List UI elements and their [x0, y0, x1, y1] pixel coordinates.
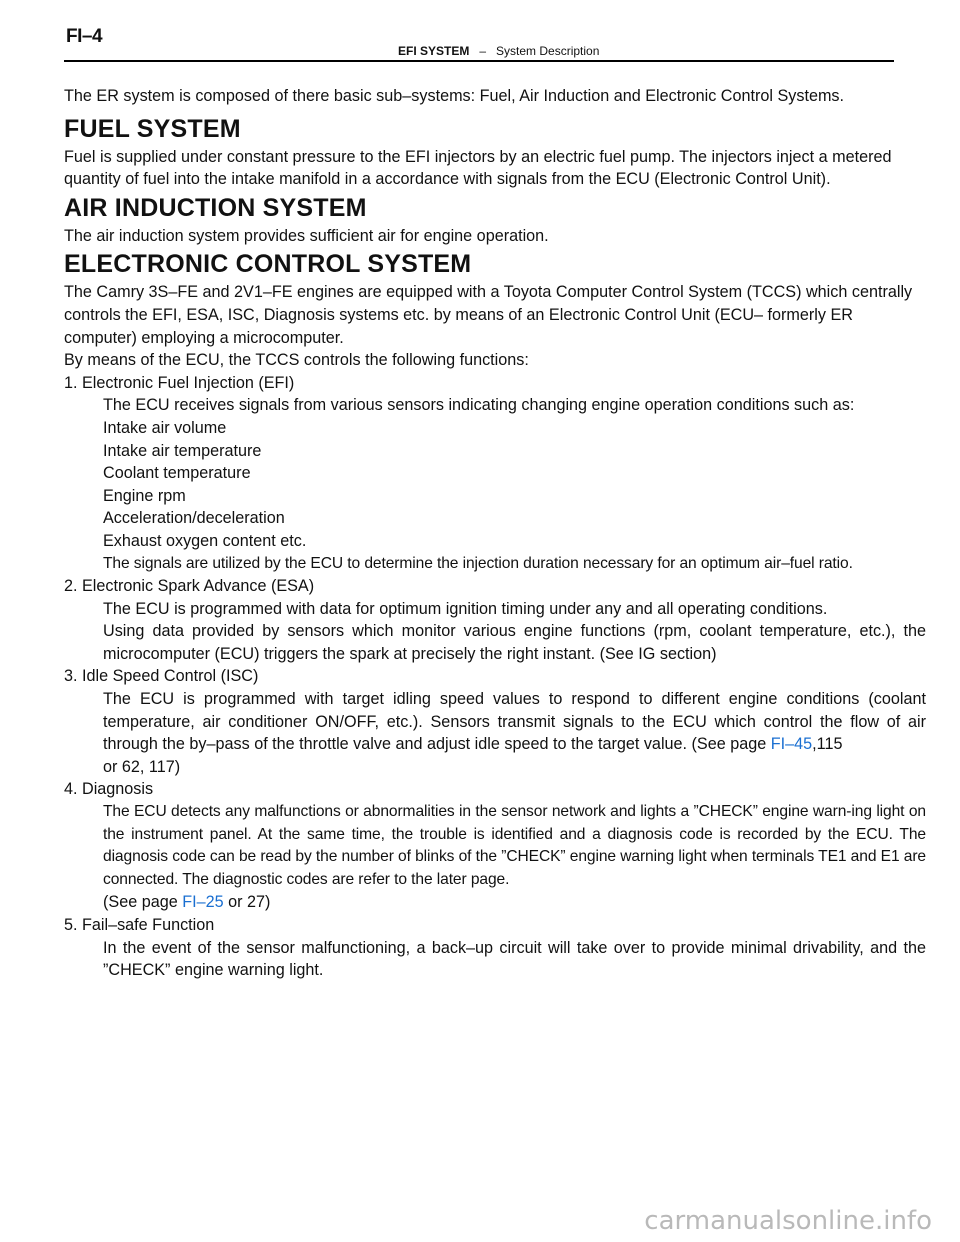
watermark: carmanualsonline.info: [644, 1206, 932, 1236]
header-separator: –: [479, 44, 487, 58]
page-code: FI–4: [66, 26, 103, 47]
see-page-suffix: or 27): [228, 893, 271, 912]
electronic-control-heading: ELECTRONIC CONTROL SYSTEM: [64, 250, 472, 279]
item-efi-closing: The signals are utilized by the ECU to determine the injection duration necessary for an optimum air–fuel ratio.: [103, 554, 853, 572]
fuel-system-body: Fuel is supplied under constant pressure to the EFI injectors by an electric fuel pump. The injectors inject a metered quantity of fuel into the intake manifold in a accordance with signals from the ECU (Electronic Control Unit).: [64, 147, 892, 189]
electronic-control-body: The Camry 3S–FE and 2V1–FE engines are equipped with a Toyota Computer Control System (TCCS) which centrally controls the EFI, ESA, ISC, Diagnosis systems etc. by means of an Electronic Control Unit (ECU– formerly ER computer) employing a microcomputer.: [64, 283, 913, 347]
running-header: [398, 44, 599, 58]
page-content: [64, 85, 926, 982]
item-isc-after-link: ,115: [812, 735, 843, 754]
item-diagnosis-text: The ECU detects any malfunctions or abnormalities in the sensor network and lights a ”CHECK” engine warn-ing light on the instrument panel. At the same time, the trouble is identified and a diagnosis code is recorded by the ECU. The diagnosis code can be read by the number of blinks of the ”CHECK” engine warning light when terminals TE1 and E1 are connected. The diagnostic codes are refer to the later page.: [103, 803, 926, 888]
see-page-prefix: (See page: [103, 893, 178, 912]
subsection-label: System Description: [496, 44, 600, 58]
page-link-fi-25[interactable]: FI–25: [182, 893, 224, 912]
signal-item: Coolant temperature: [103, 464, 251, 483]
item-esa-text1: The ECU is programmed with data for optimum ignition timing under any and all operating conditions.: [103, 599, 828, 618]
page-link-fi-45[interactable]: FI–45: [770, 735, 813, 754]
item-isc-title: 3. Idle Speed Control (ISC): [64, 667, 259, 686]
item-diagnosis-title: 4. Diagnosis: [64, 780, 154, 799]
header-rule: [64, 60, 894, 62]
item-isc-text: [103, 688, 926, 756]
signal-item: Intake air volume: [103, 418, 227, 437]
item-esa: [64, 575, 926, 665]
item-isc: [64, 665, 926, 778]
air-induction-body: The air induction system provides sufficient air for engine operation.: [64, 226, 549, 245]
signal-item: Acceleration/deceleration: [103, 509, 285, 528]
item-efi-text: The ECU receives signals from various sensors indicating changing engine operation conditions such as:: [103, 396, 855, 415]
item-failsafe-text: In the event of the sensor malfunctioning, a back–up circuit will take over to provide minimal drivability, and the ”CHECK” engine warning light.: [103, 938, 926, 980]
fuel-system-heading: FUEL SYSTEM: [64, 114, 241, 143]
item-isc-tail: or 62, 117): [103, 757, 181, 776]
item-esa-title: 2. Electronic Spark Advance (ESA): [64, 577, 315, 596]
signal-item: Exhaust oxygen content etc.: [103, 531, 307, 550]
signal-item: Intake air temperature: [103, 441, 262, 460]
item-failsafe-title: 5. Fail–safe Function: [64, 916, 215, 934]
air-induction-heading: AIR INDUCTION SYSTEM: [64, 193, 367, 222]
item-efi: [64, 372, 926, 575]
section-label: EFI SYSTEM: [398, 44, 470, 58]
signal-item: Engine rpm: [103, 486, 186, 505]
item-failsafe: [64, 914, 926, 982]
item-efi-title: 1. Electronic Fuel Injection (EFI): [64, 373, 295, 392]
item-isc-body: The ECU is programmed with target idling speed values to respond to different engine conditions (coolant temperature, air conditioner ON/OFF, etc.). Sensors transmit signals to the ECU which control the flow of air through the by–pass of the throttle valve and adjust idle speed to the target value. (See page: [103, 690, 926, 754]
item-diagnosis: [64, 778, 926, 914]
intro-paragraph: The ER system is composed of there basic sub–systems: Fuel, Air Induction and Electronic Control Systems.: [64, 87, 845, 105]
item-diagnosis-see: [103, 891, 926, 914]
functions-lead: By means of the ECU, the TCCS controls the following functions:: [64, 351, 529, 370]
item-esa-text2: Using data provided by sensors which monitor various engine functions (rpm, coolant temperature, etc.), the microcomputer (ECU) triggers the spark at precisely the right instant. (See IG section): [103, 622, 926, 663]
